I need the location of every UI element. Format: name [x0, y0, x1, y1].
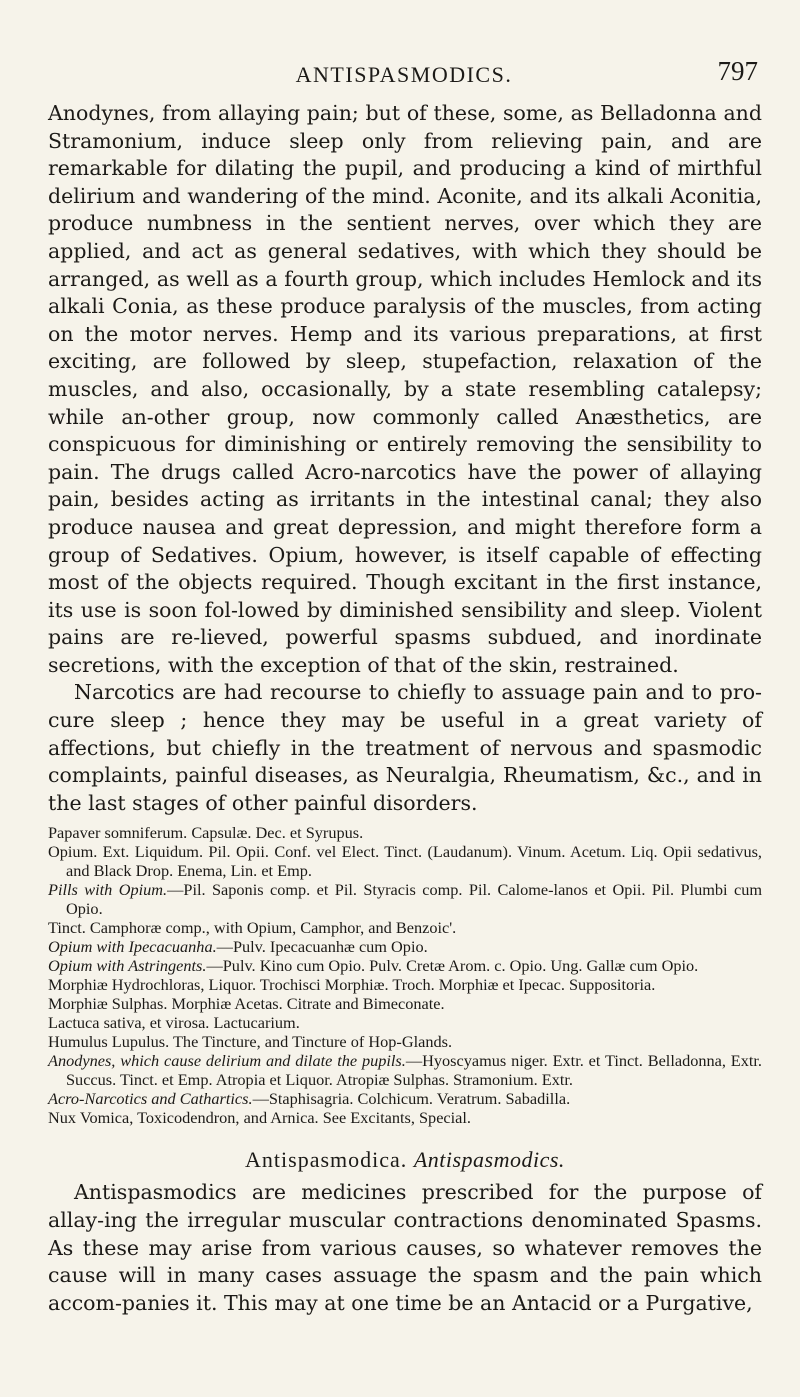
running-head [48, 56, 760, 96]
remedy-item: Opium. Ext. Liquidum. Pil. Opii. Conf. vel Elect. Tinct. (Laudanum). Vinum. Acetum. Liq. Opii sedativus, and Black Drop. Enema, Lin. et Emp. [48, 842, 762, 881]
remedy-item: Anodynes, which cause delirium and dilate the pupils.—Hyoscyamus niger. Extr. et Tinct. Belladonna, Extr. Succus. Tinct. et Emp. Atropia et Liquor. Atropiæ Sulphas. Stramonium. Extr. [48, 1051, 762, 1090]
remedy-item: Humulus Lupulus. The Tincture, and Tincture of Hop-Glands. [48, 1032, 453, 1052]
remedy-item: Opium with Ipecacuanha.—Pulv. Ipecacuanhæ cum Opio. [48, 937, 428, 957]
remedy-item: Pills with Opium.—Pil. Saponis comp. et Pil. Styracis comp. Pil. Calome-lanos et Opii. Pil. Plumbi cum Opio. [48, 880, 762, 919]
remedy-item: Opium with Astringents.—Pulv. Kino cum Opio. Pulv. Cretæ Arom. c. Opio. Ung. Gallæ cum Opio. [48, 956, 699, 976]
page-number: 797 [717, 56, 758, 86]
remedy-item: Morphiæ Sulphas. Morphiæ Acetas. Citrate and Bimeconate. [48, 994, 445, 1014]
remedy-item: Papaver somniferum. Capsulæ. Dec. et Syrupus. [48, 823, 364, 843]
paragraph-narcotics-use: Narcotics are had recourse to chiefly to assuage pain and to pro-cure sleep ; hence they may be useful in a great variety of affections, but chiefly in the treatment of nervous and spasmodic complaints, painful diseases, as Neuralgia, Rheumatism, &c., and in the last stages of other painful disorders. [48, 680, 762, 815]
section-heading-latin: Antispasmodica. [245, 1147, 408, 1173]
paragraph-anodynes: Anodynes, from allaying pain; but of these, some, as Belladonna and Stramonium, induce sleep only from relieving pain, and are remarkable for dilating the pupil, and producing a kind of mirthful delirium and wandering of the mind. Aconite, and its alkali Aconitia, produce numbness in the sentient nerves, over which they are applied, and act as general sedatives, with which they should be arranged, as well as a fourth group, which includes Hemlock and its alkali Conia, as these produce paralysis of the muscles, from acting on the motor nerves. Hemp and its various preparations, at first exciting, are followed by sleep, stupefaction, relaxation of the muscles, and also, occasionally, by a state resembling catalepsy; while an-other group, now commonly called Anæsthetics, are conspicuous for diminishing or entirely removing the sensibility to pain. The drugs called Acro-narcotics have the power of allaying pain, besides acting as irritants in the intestinal canal; they also produce nausea and great depression, and might therefore form a group of Sedatives. Opium, however, is itself capable of effecting most of the objects required. Though excitant in the first instance, its use is soon fol-lowed by diminished sensibility and sleep. Violent pains are re-lieved, powerful spasms subdued, and inordinate secretions, with the exception of that of the skin, restrained. [48, 101, 762, 677]
remedy-item: Acro-Narcotics and Cathartics.—Staphisagria. Colchicum. Veratrum. Sabadilla. [48, 1089, 571, 1109]
paragraph-antispasmodics: Antispasmodics are medicines prescribed for the purpose of allay-ing the irregular muscular contractions denominated Spasms. As these may arise from various causes, so whatever removes the cause will in many cases assuage the spasm and the pain which accom-panies it. This may at one time be an Antacid or a Purgative, [48, 1180, 762, 1315]
remedy-list [48, 823, 762, 1127]
remedy-item: Tinct. Camphoræ comp., with Opium, Camphor, and Benzoic'. [48, 918, 457, 938]
page-body [48, 100, 762, 1317]
running-title: ANTISPASMODICS. [295, 62, 513, 87]
remedy-item: Morphiæ Hydrochloras, Liquor. Trochisci Morphiæ. Troch. Morphiæ et Ipecac. Suppositoria. [48, 975, 656, 995]
remedy-item: Lactuca sativa, et virosa. Lactucarium. [48, 1013, 300, 1033]
section-heading-english: Antispasmodics. [413, 1147, 565, 1173]
section-heading [48, 1147, 762, 1173]
remedy-item: Nux Vomica, Toxicodendron, and Arnica. See Excitants, Special. [48, 1108, 471, 1128]
